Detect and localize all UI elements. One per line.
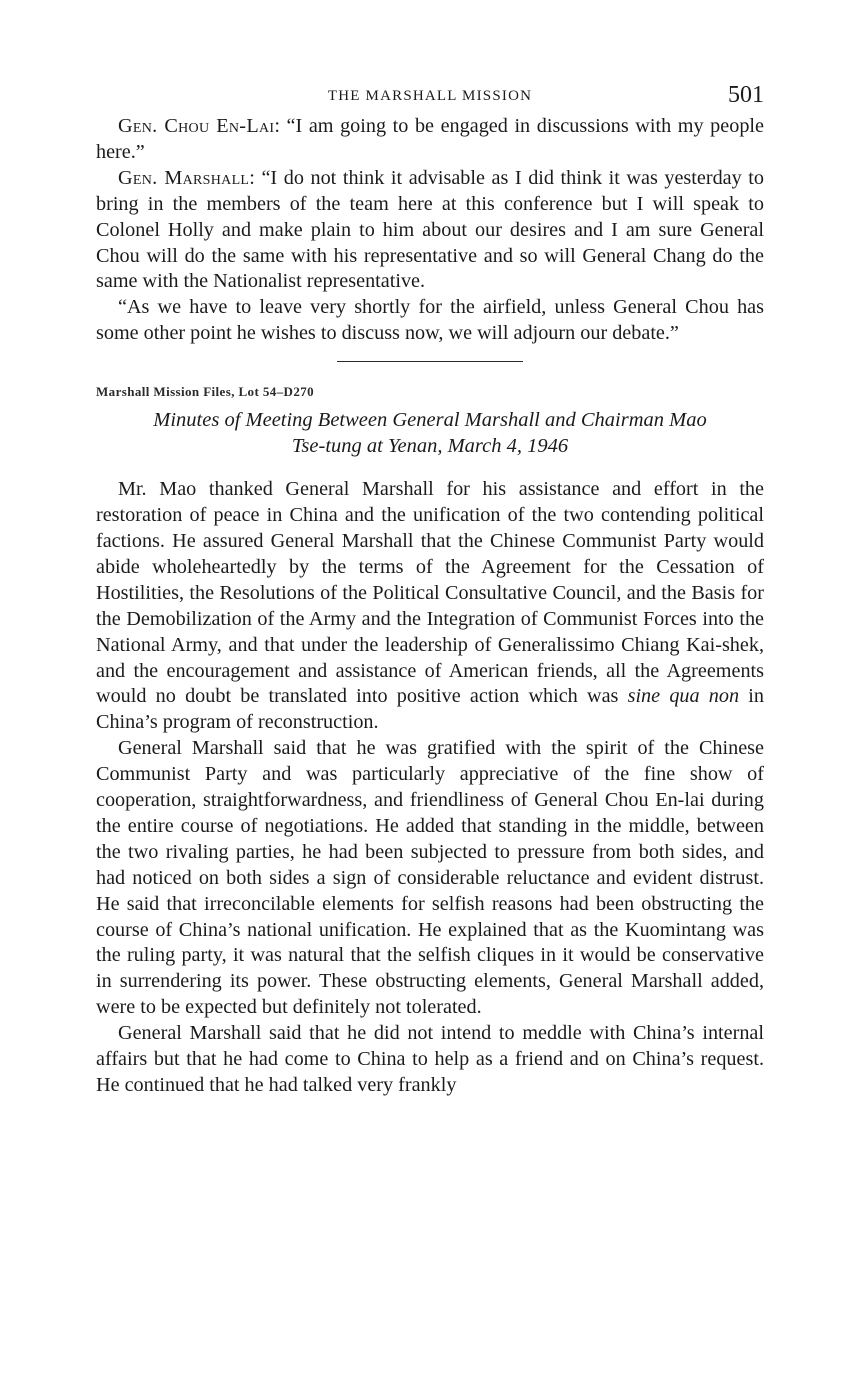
- section-divider: [337, 361, 523, 362]
- document-page: [96, 80, 764, 1099]
- body-paragraph-1-end: in China’s program of reconstruction.: [96, 685, 764, 734]
- latin-phrase: sine qua non: [627, 685, 740, 708]
- speaker-label-marshall: Gen. Marshall: [118, 166, 250, 189]
- body-paragraph-2: General Marshall said that he was gratified with the spirit of the Chinese Communist Party and was particularly appreciative of the fine show of cooperation, straightforwardness, and friendliness of General Chou En-lai during the entire course of negotiations. He added that standing in the middle, between the two rivaling parties, he had been subjected to pressure from both sides, and had noticed on both sides a sign of considerable reluctance and evident distrust. He said that irreconcilable elements for selfish reasons had been obstructing the course of China’s national unification. He explained that as the Kuomintang was the ruling party, it was natural that the selfish cliques in it would be conservative in surrendering its power. These obstructing elements, General Marshall added, were to be expected but definitely not tolerated.: [96, 737, 764, 1019]
- body-paragraph-3: General Marshall said that he did not intend to meddle with China’s internal affairs but that he had come to China to help as a friend and on China’s request. He continued that he had talked very frankly: [96, 1022, 764, 1096]
- source-note: Marshall Mission Files, Lot 54–D270: [96, 384, 315, 400]
- dialogue-paragraph-marshall-continued: “As we have to leave very shortly for the airfield, unless General Chou has some other point he wishes to discuss now, we will adjourn our debate.”: [96, 296, 764, 345]
- dialogue-text-marshall: “I do not think it advisable as I did think it was yesterday to bring in the members of the team here at this conference but I will speak to Colonel Holly and make plain to him about our desires and I am sure General Chou will do the same with his representative and so will General Chang do the same with the Nationalist representative.: [96, 166, 765, 293]
- document-title-line-2: Tse-tung at Yenan, March 4, 1946: [291, 434, 569, 457]
- minutes-body: [96, 477, 764, 1099]
- running-title: THE MARSHALL MISSION: [327, 88, 533, 104]
- body-paragraph-1: [96, 477, 764, 736]
- dialogue-paragraph-chou: Gen. Chou En-Lai: “I am going to be engaged in discussions with my people here.”: [96, 115, 764, 163]
- dialogue-paragraph-marshall: Gen. Marshall: “I do not think it advisable as I did think it was yesterday to bring in the members of the team here at this conference but I will speak to Colonel Holly and make plain to him about our desires and I am sure General Chou will do the same with his representative and so will General Chang do the same with the Nationalist representative.: [96, 166, 765, 293]
- document-title-line-1: Minutes of Meeting Between General Marshall and Chairman Mao: [153, 409, 707, 432]
- document-title: [96, 408, 764, 459]
- page-number: 501: [728, 82, 764, 108]
- running-header: [96, 80, 764, 114]
- dialogue-text-chou: “I am going to be engaged in discussions with my people here.”: [96, 115, 764, 163]
- body-paragraph-1-text: Mr. Mao thanked General Marshall for his assistance and effort in the restoration of peace in China and the unification of the two contending political factions. He assured General Marshall that the Chinese Communist Party would abide wholeheartedly by the terms of the Agreement for the Cessation of Hostilities, the Resolutions of the Political Consultative Council, and the Basis for the Demobilization of the Army and the Integration of Communist Forces into the National Army, and that under the leadership of Generalissimo Chiang Kai-shek, and the encouragement and assistance of American friends, all the Agreements would no doubt be translated into positive action which was: [96, 478, 764, 708]
- speaker-label-chou: Gen. Chou En-Lai: [118, 115, 275, 137]
